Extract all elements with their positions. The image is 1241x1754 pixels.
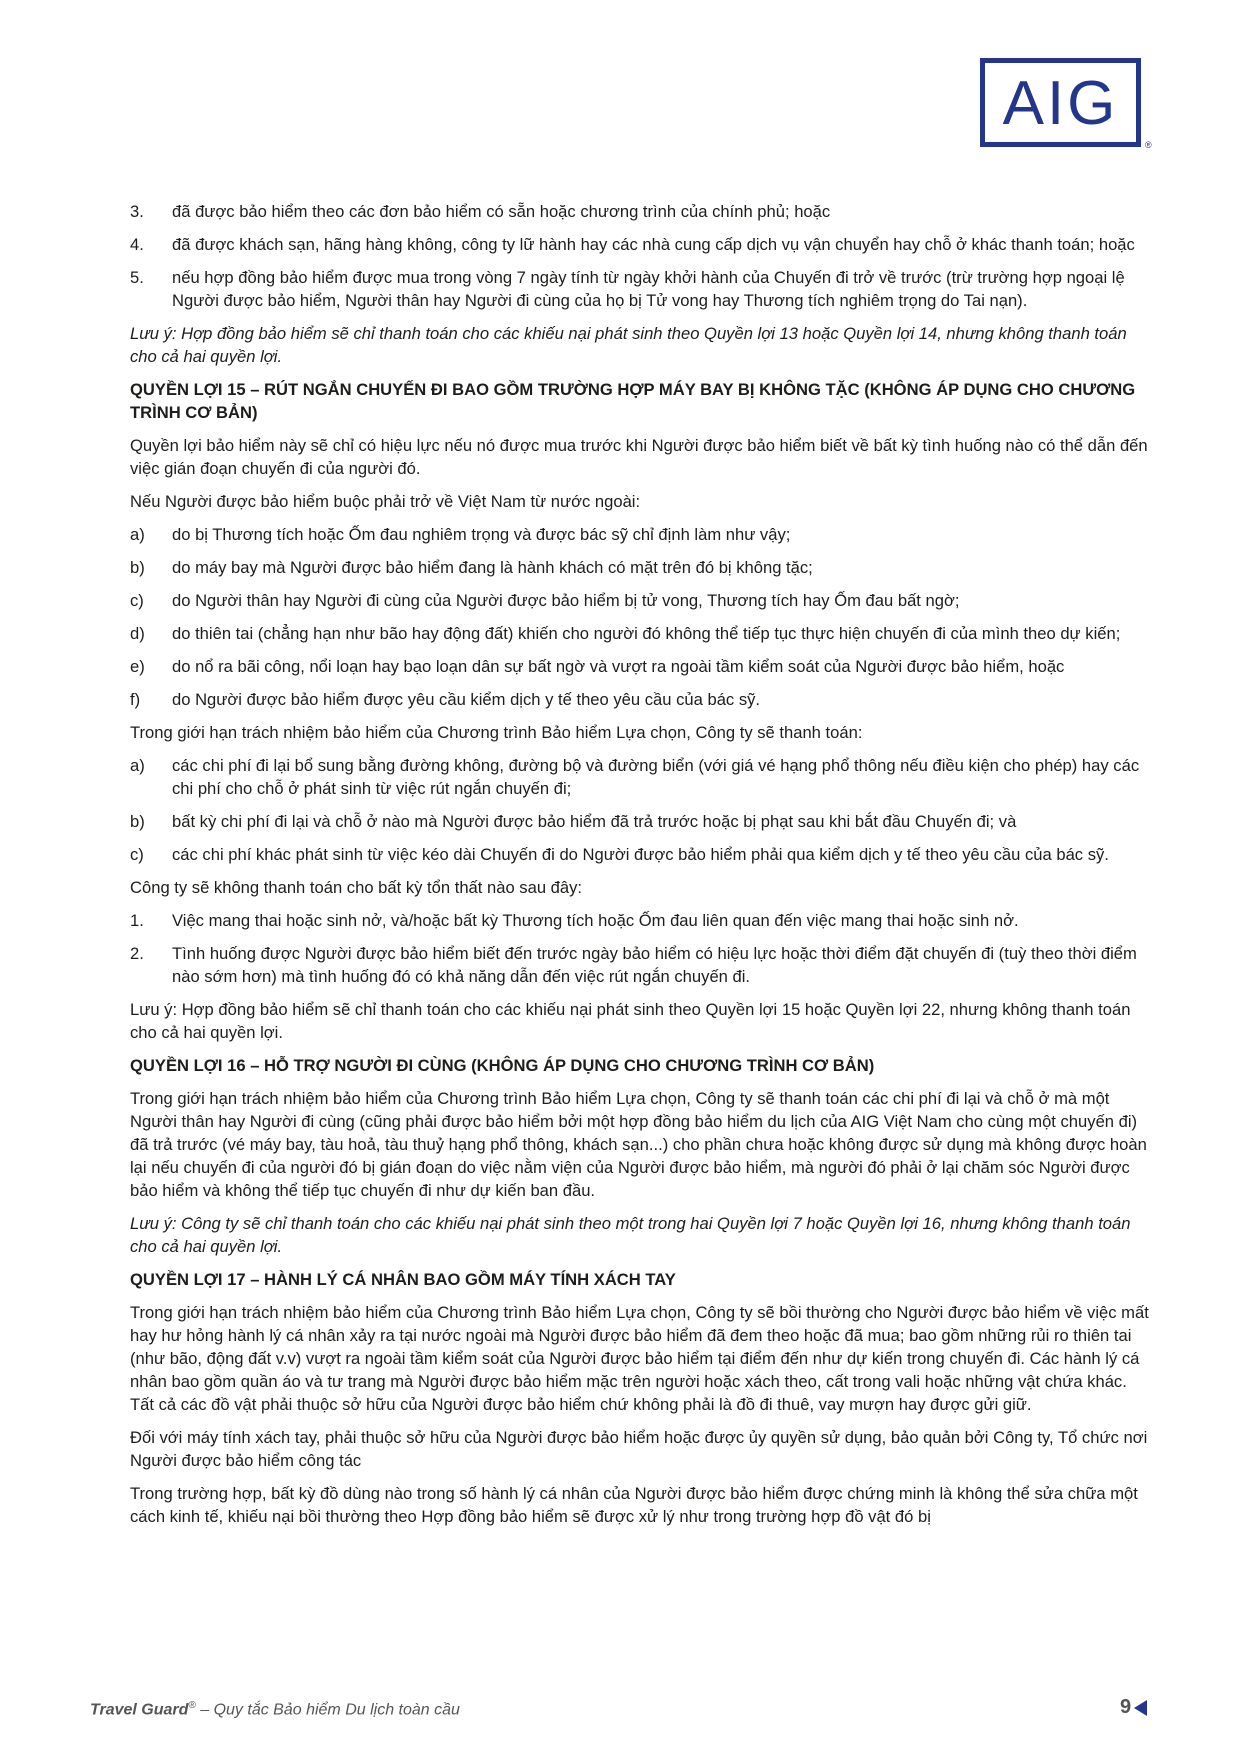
- list-marker: b): [130, 558, 145, 577]
- footer-brand: Travel Guard: [90, 1701, 189, 1719]
- list-text: Việc mang thai hoặc sinh nở, và/hoặc bất kỳ Thương tích hoặc Ốm đau liên quan đến việc mang thai hoặc sinh nở.: [172, 911, 1019, 930]
- list-item: [130, 523, 1155, 546]
- note-paragraph: Lưu ý: Hợp đồng bảo hiểm sẽ chỉ thanh toán cho các khiếu nại phát sinh theo Quyền lợi 15 hoặc Quyền lợi 22, nhưng không thanh toán cho cả hai quyền lợi.: [130, 1000, 1131, 1042]
- footer-registered-mark: ®: [188, 1700, 196, 1711]
- list-item: [130, 200, 1155, 223]
- paragraph: Nếu Người được bảo hiểm buộc phải trở về Việt Nam từ nước ngoài:: [130, 492, 641, 511]
- page-number-value: 9: [1120, 1696, 1132, 1718]
- page-footer: [90, 1700, 460, 1719]
- list-text: do bị Thương tích hoặc Ốm đau nghiêm trọng và được bác sỹ chỉ định làm như vậy;: [172, 525, 791, 544]
- list-item: [130, 688, 1155, 711]
- paragraph: Trong giới hạn trách nhiệm bảo hiểm của Chương trình Bảo hiểm Lựa chọn, Công ty sẽ thanh toán các chi phí đi lại và chỗ ở mà một Người thân hay Người đi cùng (cũng phải được bảo hiểm bởi một hợp đồng bảo hiểm du lịch của AIG Việt Nam cho cùng một chuyến đi) đã trả trước (vé máy bay, tàu hoả, tàu thuỷ hạng phổ thông, khách sạn...) cho phần chưa hoặc không được sử dụng mà không được hoàn lại nếu chuyến đi của người đó bị gián đoạn do việc nằm viện của Người được bảo hiểm, mà người đó phải ở lại chăm sóc Người được bảo hiểm và không thể tiếp tục chuyến đi như dự kiến ban đầu.: [130, 1089, 1147, 1200]
- note-paragraph: Lưu ý: Công ty sẽ chỉ thanh toán cho các khiếu nại phát sinh theo một trong hai Quyền lợi 7 hoặc Quyền lợi 16, nhưng không thanh toán cho cả hai quyền lợi.: [130, 1214, 1131, 1256]
- list-marker: e): [130, 657, 145, 676]
- list-text: do thiên tai (chẳng hạn như bão hay động đất) khiến cho người đó không thể tiếp tục thực hiện chuyến đi của mình theo dự kiến;: [172, 624, 1121, 643]
- paragraph: Đối với máy tính xách tay, phải thuộc sở hữu của Người được bảo hiểm hoặc được ủy quyền sử dụng, bảo quản bởi Công ty, Tổ chức nơi Người được bảo hiểm công tác: [130, 1428, 1148, 1470]
- paragraph: Trong giới hạn trách nhiệm bảo hiểm của Chương trình Bảo hiểm Lựa chọn, Công ty sẽ thanh toán:: [130, 723, 863, 742]
- list-marker: f): [130, 690, 141, 709]
- footer-title: – Quy tắc Bảo hiểm Du lịch toàn cầu: [195, 1701, 460, 1719]
- list-marker: c): [130, 591, 144, 610]
- list-item: [130, 266, 1155, 312]
- list-text: đã được khách sạn, hãng hàng không, công ty lữ hành hay các nhà cung cấp dịch vụ vận chuyển hay chỗ ở khác thanh toán; hoặc: [172, 235, 1135, 254]
- list-item: [130, 589, 1155, 612]
- triangle-left-icon: [1134, 1700, 1147, 1716]
- logo-text: AIG: [1002, 68, 1119, 138]
- page-content: [130, 200, 1155, 1538]
- list-item: [130, 233, 1155, 256]
- list-text: các chi phí đi lại bổ sung bằng đường không, đường bộ và đường biển (với giá vé hạng phổ thông nếu điều kiện cho phép) hay các chi phí cho chỗ ở phát sinh từ việc rút ngắn chuyến đi;: [172, 756, 1140, 798]
- list-text: do máy bay mà Người được bảo hiểm đang là hành khách có mặt trên đó bị không tặc;: [172, 558, 813, 577]
- list-marker: 4.: [130, 235, 144, 254]
- list-item: [130, 622, 1155, 645]
- note-paragraph: Lưu ý: Hợp đồng bảo hiểm sẽ chỉ thanh toán cho các khiếu nại phát sinh theo Quyền lợi 13 hoặc Quyền lợi 14, nhưng không thanh toán cho cả hai quyền lợi.: [130, 324, 1127, 366]
- aig-logo: [980, 58, 1141, 147]
- paragraph: Quyền lợi bảo hiểm này sẽ chỉ có hiệu lực nếu nó được mua trước khi Người được bảo hiểm biết về bất kỳ tình huống nào có thể dẫn đến việc gián đoạn chuyến đi của người đó.: [130, 436, 1148, 478]
- list-item: [130, 909, 1155, 932]
- list-text: Tình huống được Người được bảo hiểm biết đến trước ngày bảo hiểm có hiệu lực hoặc thời điểm đặt chuyến đi (tuỳ theo thời điểm nào sớm hơn) mà tình huống đó có khả năng dẫn đến việc rút ngắn chuyến đi.: [172, 944, 1137, 986]
- list-marker: a): [130, 756, 145, 775]
- list-text: do nổ ra bãi công, nổi loạn hay bạo loạn dân sự bất ngờ và vượt ra ngoài tầm kiểm soát của Người được bảo hiểm, hoặc: [172, 657, 1065, 676]
- list-item: [130, 843, 1155, 866]
- list-text: do Người thân hay Người đi cùng của Người được bảo hiểm bị tử vong, Thương tích hay Ốm đau bất ngờ;: [172, 591, 960, 610]
- list-item: [130, 655, 1155, 678]
- logo-registered-mark: ®: [1145, 140, 1152, 150]
- list-marker: 3.: [130, 202, 144, 221]
- list-marker: 1.: [130, 911, 144, 930]
- list-marker: 5.: [130, 268, 144, 287]
- list-text: các chi phí khác phát sinh từ việc kéo dài Chuyến đi do Người được bảo hiểm phải qua kiểm dịch y tế theo yêu cầu của bác sỹ.: [172, 845, 1109, 864]
- list-text: do Người được bảo hiểm được yêu cầu kiểm dịch y tế theo yêu cầu của bác sỹ.: [172, 690, 761, 709]
- list-text: bất kỳ chi phí đi lại và chỗ ở nào mà Người được bảo hiểm đã trả trước hoặc bị phạt sau khi bắt đầu Chuyến đi; và: [172, 812, 1017, 831]
- paragraph: Trong giới hạn trách nhiệm bảo hiểm của Chương trình Bảo hiểm Lựa chọn, Công ty sẽ bồi thường cho Người được bảo hiểm về việc mất hay hư hỏng hành lý cá nhân xảy ra tại nước ngoài mà Người được bảo hiểm đã đem theo hoặc đã mua; bao gồm những rủi ro thiên tai (như bão, động đất v.v) vượt ra ngoài tầm kiểm soát của Người được bảo hiểm tại điểm đến như dự kiến trong chuyến đi. Các hành lý cá nhân bao gồm quần áo và tư trang mà Người được bảo hiểm mặc trên người hoặc xách theo, cất trong vali hoặc những vật chứa khác. Tất cả các đồ vật phải thuộc sở hữu của Người được bảo hiểm chứ không phải là đồ đi thuê, vay mượn hay được gửi giữ.: [130, 1303, 1149, 1414]
- list-text: nếu hợp đồng bảo hiểm được mua trong vòng 7 ngày tính từ ngày khởi hành của Chuyến đi trở về trước (trừ trường hợp ngoại lệ Người được bảo hiểm, Người thân hay Người đi cùng của họ bị Tử vong hay Thương tích nghiêm trọng do Tai nạn).: [172, 268, 1125, 310]
- list-marker: a): [130, 525, 145, 544]
- list-marker: b): [130, 812, 145, 831]
- list-item: [130, 754, 1155, 800]
- list-marker: c): [130, 845, 144, 864]
- list-item: [130, 556, 1155, 579]
- list-item: [130, 810, 1155, 833]
- page-number: [1120, 1696, 1147, 1719]
- section-heading-15: QUYỀN LỢI 15 – RÚT NGẮN CHUYẾN ĐI BAO GỒM TRƯỜNG HỢP MÁY BAY BỊ KHÔNG TẶC (KHÔNG ÁP DỤNG CHO CHƯƠNG TRÌNH CƠ BẢN): [130, 380, 1136, 422]
- list-item: [130, 942, 1155, 988]
- paragraph: Trong trường hợp, bất kỳ đồ dùng nào trong số hành lý cá nhân của Người được bảo hiểm được chứng minh là không thể sửa chữa một cách kinh tế, khiếu nại bồi thường theo Hợp đồng bảo hiểm sẽ được xử lý như trong trường hợp đồ vật đó bị: [130, 1484, 1138, 1526]
- list-marker: d): [130, 624, 145, 643]
- paragraph: Công ty sẽ không thanh toán cho bất kỳ tổn thất nào sau đây:: [130, 878, 583, 897]
- list-text: đã được bảo hiểm theo các đơn bảo hiểm có sẵn hoặc chương trình của chính phủ; hoặc: [172, 202, 831, 221]
- section-heading-17: QUYỀN LỢI 17 – HÀNH LÝ CÁ NHÂN BAO GỒM MÁY TÍNH XÁCH TAY: [130, 1270, 676, 1289]
- list-marker: 2.: [130, 944, 144, 963]
- section-heading-16: QUYỀN LỢI 16 – HỖ TRỢ NGƯỜI ĐI CÙNG (KHÔNG ÁP DỤNG CHO CHƯƠNG TRÌNH CƠ BẢN): [130, 1056, 875, 1075]
